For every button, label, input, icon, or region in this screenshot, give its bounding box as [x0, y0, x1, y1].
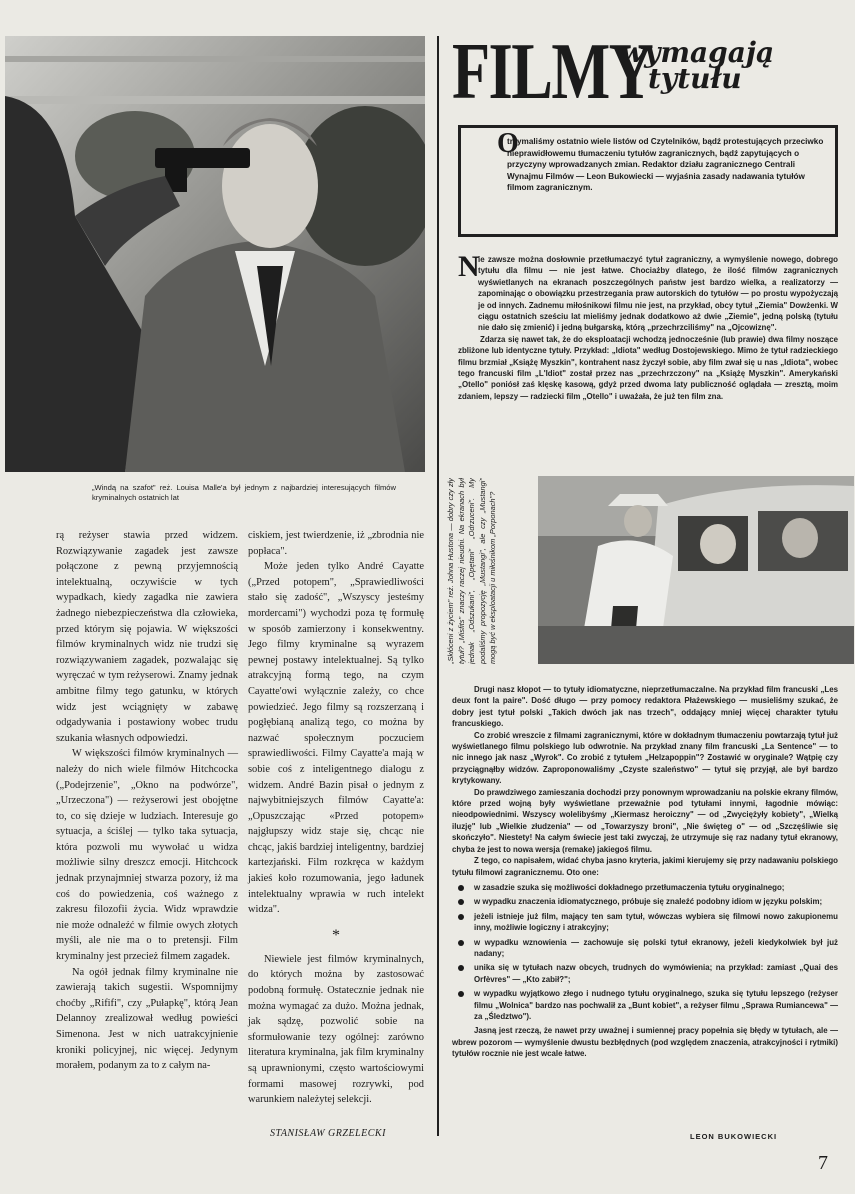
article-column-middle [248, 528, 424, 1108]
list-item: jeżeli istnieje już film, mający ten sam tytuł, wówczas wybiera się filmowi nowo zakupionemu inny, możliwie logiczny i atrakcyjny; [452, 911, 838, 934]
paragraph: Drugi nasz kłopot — to tytuły idiomatyczne, nieprzetłumaczalne. Na przykład film francuski „Les deux font la paire". Dość długo — przy pomocy redaktora Płażewskiego — musieliśmy szukać, że dobry jest tytuł polski „Takich dwóch jak nas trzech", oddający mniej więcej charakter tytułu francuskiego. [452, 685, 838, 729]
photo-caption: „Windą na szafot" reż. Louisa Malle'a był jednym z najbardziej interesujących filmów kryminalnych ostatnich lat [92, 483, 396, 502]
paragraph: rą reżyser stawia przed widzem. Rozwiązywanie zagadek jest zawsze połączone z pewną przyjemnością intelektualną, oczywiście w tych wypadkach, kiedy zagadka nie zawiera żadnego niebezpieczeństwa dla człowieka, przed którym się pojawia. W większości filmów kryminalnych widz nie trudzi się rozwiązywaniem zagadek, pozwalając się wyręczać w tym reżyserowi. Znamy jednak ambitne filmy tego gatunku, w których widz jest wciągnięty w zabawę odgadywania i postawiony wobec trudu szukania własnych odpowiedzi. [56, 530, 238, 744]
paragraph: Jasną jest rzeczą, że nawet przy uważnej i sumiennej pracy popełnia się błędy w tytułach, ale — wbrew pozorom — wymyślenie dwustu bezbłędnych (pod względem znaczenia, atrakcyjności i rytmiki) tytułów rocznie nie jest wcale łatwe. [452, 1026, 838, 1059]
intro-box [458, 125, 838, 237]
paragraph: Z tego, co napisałem, widać chyba jasno kryteria, jakimi kierujemy się przy nadawaniu polskiego tytułu filmowi zagranicznemu. Oto one: [452, 856, 838, 877]
paragraph: Na ogół jednak filmy kryminalne nie zawierają takich sugestii. Wspomnijmy choćby „Rififi", czy „Pułapkę", którą Jean Delannoy zrealizował według powieści Simenona. Jest w nich uatrakcyjnienie kroniki policyjnej, nic więcej. Jedynym morałem, podanym za to z całym na- [56, 966, 238, 1072]
drop-cap: O [497, 128, 519, 159]
column-divider [437, 36, 439, 1136]
list-item: w wypadku wznowienia — zachowuje się polski tytuł ekranowy, jeżeli kiedykolwiek był już nadany; [452, 937, 838, 960]
paragraph: Co zrobić wreszcie z filmami zagranicznymi, które w dokładnym tłumaczeniu powtarzają tytuł już wyświetlanego filmu polskiego lub odwrotnie. Na przykład znany film francuski „La Sentence" — to nic innego jak nasz „Wyrok". Co zrobić z tytułem „Helzapoppin"? Zostawić w oryginale? Wątpię czy przyciągnąłby widzów. Zaproponowaliśmy „Czyste szaleństwo" — tytuł się przyjął, ale był bardzo krytykowany. [452, 730, 838, 786]
section-divider: * [332, 926, 340, 944]
article-title-script [620, 36, 820, 95]
paragraph: Do prawdziwego zamieszania dochodzi przy ponownym wprowadzaniu na polskie ekrany filmów, które przed wojną były wyświetlane przeważnie pod tytułami innymi, łagodnie mówiąc: nieodpowiednimi. Wszyscy wolelibyśmy „Kiermasz heroiczny" — od „Zwyciężyły kobiety", „Wielką iluzję" lub „Wielkie złudzenia" — od „Towarzyszy broni", „Nie święteg o" — od „Szczęśliwie się skończyło". Niestety! Na całym świecie jest taki zwyczaj, że utrzymuje się raz nadany tytuł ekranowy, chyba że jest to nowa wersja (remake) jakiegoś filmu. [452, 787, 838, 854]
list-item: w wypadku znaczenia idiomatycznego, próbuje się znaleźć podobny idiom w języku polskim; [452, 896, 838, 907]
paragraph: ciskiem, jest twierdzenie, iż „zbrodnia nie popłaca". [248, 530, 424, 557]
list-item: unika się w tytułach nazw obcych, trudnych do wymówienia; na przykład: zamiast „Quai des Orfèvres" — „Kto zabił?"; [452, 962, 838, 985]
paragraph: W większości filmów kryminalnych — należy do nich wiele filmów Hitchcocka („Podejrzenie", „Okno na podwórze", „Urzeczona") — reżyserowi jest obojętne to, co się dzieje w ludziach. Interesuje go sytuacja, a ściślej — tylko taka sytuacja, która pozwoli mu wywołać u widza możliwie silny dreszcz emocji. Hitchcock jednak przynajmniej stwarza pozory, iż ma coś do powiedzenia, coś ważnego z zakresu filozofii życia. Widz wprawdzie nie może odnaleźć w filmie owych złotych myśli, ale nie ma o to pretensji. Film kryminalny jest przecież filmem zagadek. [56, 748, 238, 963]
author-signature-right: LEON BUKOWIECKI [690, 1132, 778, 1141]
article-title: FILMY [452, 28, 653, 116]
title-script-line: wymagają [620, 36, 775, 69]
photo-illustration-icon [538, 476, 854, 664]
paragraph: ie zawsze można dosłownie przetłumaczyć tytuł zagraniczny, a wymyślenie nowego, dobrego tytułu dla filmu — nie jest łatwe. Chociażby dlatego, że ilość filmów zagranicznych wyświetlanych na ekranach poszczególnych państw jest bardzo wielka, a realizatorzy — zapominając o obowiązku przestrzegania praw autorskich do tytułów — po prostu wypożyczają je od innych. Zadnemu miłośnikowi filmu nie jest, na przykład, obcy tytuł „Ziemia" Dowżenki. W ciągu ostatnich sześciu lat mieliśmy jednak dodatkowo aż dwie „Ziemie", jedną polską (tytułu nie dało się zmienić) i jedną bułgarską, którą „przechrzciliśmy" na „Ojcowiznę". [478, 255, 838, 333]
list-item: w zasadzie szuka się możliwości dokładnego przetłumaczenia tytułu oryginalnego; [452, 882, 838, 893]
article-column-right-bottom [452, 684, 838, 1060]
drop-cap: N [458, 250, 480, 283]
title-script-line: tytułu [648, 62, 742, 95]
vertical-caption-text: „Skłóceni z życiem" reż. Johna Hustona — dobry czy zły tytuł? „Misfits" znaczy raczej nieudni. Na ekranach był jednak „Odszukani", „Opętani" „Odrzuceni". My podaliśmy propozycję „Mustangi", ale czy „Mustangi" mogą być w eksploatacji u miłośnikom „Porponach"? [446, 478, 498, 664]
photo-illustration-icon [5, 36, 425, 472]
criteria-list [452, 882, 838, 1022]
intro-text: trzymaliśmy ostatnio wiele listów od Czytelników, bądź protestujących przeciwko nieprawidłowemu tłumaczeniu tytułów zagranicznych, bądź zapytujących o przyczyny wprowadzanych zmian. Redaktor działu zagranicznego Centrali Wynajmu Filmów — Leon Bukowiecki — wyjaśnia zasady nadawania tytułów filmom zagranicznym. [507, 137, 824, 193]
page-number: 7 [818, 1152, 828, 1174]
paragraph: Zdarza się nawet tak, że do eksploatacji wchodzą jednocześnie (lub prawie) dwa filmy noszące zbliżone lub identyczne tytuły. Przykład: „Idiota" według Dostojewskiego. Mimo że tytuł radzieckiego filmu brzmiał „Książę Myszkin", kontrahent nasz życzył sobie, aby film zwał się u nas „Idiota", wobec tego francuski film „L'Idiot" został przez nas „przechrzczony" na „Książę Myszkin". Amerykański „Otello" poniósł zaś klęskę kasową, gdyż przed dwoma laty publiczność oglądała — zresztą, moim zdaniem, lepszy — radziecki film „Otello" i uważała, że już ten film zna. [458, 334, 838, 401]
vertical-caption [446, 478, 534, 664]
paragraph: Niewiele jest filmów kryminalnych, do których można by zastosować podobną formułę. Ostatecznie jednak nie można wymagać za dużo. Można jednak, jak sądzę, pozwolić sobie na sformułowanie tezy ogólnej: zarówno literatura kryminalna, jak film kryminalny są uprawnionymi, często wartościowymi formami masowej rozrywki, pod warunkiem należytej selekcji. [248, 953, 424, 1106]
photo-cowboy-car [538, 476, 854, 664]
article-column-right-top [458, 250, 838, 402]
author-signature: STANISŁAW GRZELECKI [270, 1128, 386, 1139]
paragraph: Może jeden tylko André Cayatte („Przed potopem", „Sprawiedliwości stało się zadość", „Wszyscy jesteśmy mordercami") wychodzi poza tę formułę w sposób zamierzony i konsekwentny. Jego filmy kryminalne są wyrazem pewnej postawy intelektualnej. Są tylko atrakcyjną formą tego, na czym Cayatte'owi wyłącznie zależy, co chce powiedzieć. Jego filmy są rozszerzaną i pogłębianą analizą tego, co można by nazwać społecznym poczuciem sprawiedliwości. Filmy Cayatte'a mają w sobie coś z inteligentnego dialogu z widzem. André Bazin pisał o jednym z najwybitniejszych filmów Cayatte'a: „Opuszczając «Przed potopem» najgłupszy widz staje się, chcąc nie chcąc, jakiś bardziej inteligentny, bardziej kartezjański. Film rozkręca w każdym jakieś koło rozumowania, jego ładunek intelektualny wprawia w ruch intelekt widza". [248, 561, 424, 916]
list-item: w wypadku wyjątkowo złego i nudnego tytułu oryginalnego, szuka się tytułu lepszego (reżyser filmu „Wolnica" bardzo nas pochwalił za „Bunt kobiet", a reżyser filmu „Sprawa Rumiancewa" — za „Śledztwo"). [452, 988, 838, 1022]
article-column-left [56, 528, 238, 1074]
photo-man-with-gun [5, 36, 425, 472]
